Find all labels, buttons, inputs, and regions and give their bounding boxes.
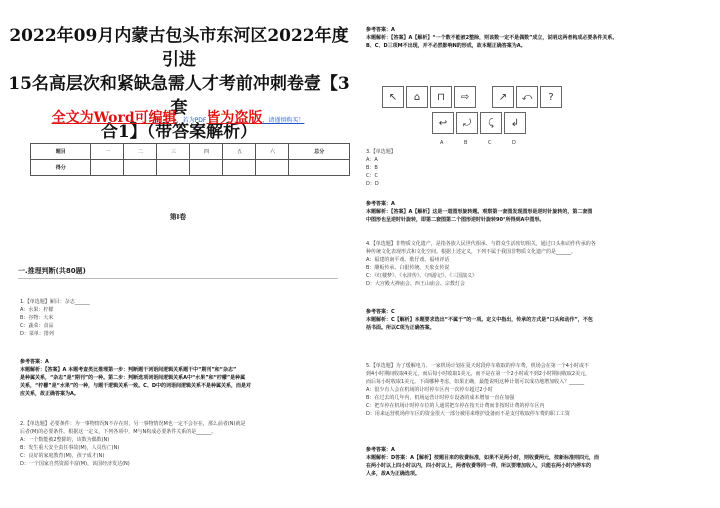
puzzle-figure: ? (540, 86, 562, 108)
figure-set-1 (382, 86, 478, 108)
answer-explanation: 本题解析：【答案】A【解析】这是一道图形旋转题。观察第一套图发现图形是逆时针旋转的，第二套图 (366, 209, 593, 215)
answer-5 (366, 446, 716, 478)
answer-explanation: 在两小时以上四小时以内，四小时以上，两者收费等同一样，所以要增加收入，只能在两小时内停车的 (366, 463, 592, 469)
answer-explanation: 本题解析：【答案】A 本题考查类比推理第一步：判断题干词语间逻辑关系题干中“期刊”和“杂志” (20, 367, 237, 373)
question-stem: 2.【单选题】必要条件：为一事物情况N不存在时，另一事物情况M也一定不会存在，那么前者(N)就是 (20, 421, 246, 427)
score-cell: 三 (157, 144, 190, 160)
option-c: C：《红楼梦》、《水浒传》、《西游记》、《三国演义》 (366, 273, 477, 279)
puzzle-figure: ⇨ (454, 86, 476, 108)
answer-explanation: 关系，“柠檬”是“水果”的一种，与题干逻辑关系一致。C、D中的词语间逻辑关系不是种属关系，而是对 (20, 383, 251, 389)
question-stem: 后者(M)的必要条件。根据这一定义，下列各项中，M与N构成必要条件关系的是______。 (20, 429, 217, 435)
answer-key: 参考答案：A (366, 27, 395, 33)
score-cell (91, 160, 124, 176)
question-4 (366, 240, 716, 288)
option-a: A：福建的南平戏、歌仔戏、福州评话 (366, 257, 450, 263)
answer-explanation: 是种属关系，“杂志”是“期刊”的一种。第二步：判断选项词语间逻辑关系A中“水果”和“柠檬”是种属 (20, 375, 246, 381)
answer-2 (366, 26, 716, 50)
figure-set-2 (492, 86, 564, 108)
puzzle-figure: ⌂ (406, 86, 428, 108)
promo-banner (0, 106, 356, 132)
score-cell (256, 160, 289, 176)
option-b: B：发生重大安全责任事故(M)，人员伤亡(N) (20, 445, 120, 451)
right-column (362, 0, 718, 508)
option-c: C：把车停在机场计时停车位的人通常把车停在按天计费而非按时计费的停车区内 (366, 403, 545, 409)
option-figure-b: ⤾ (456, 112, 478, 134)
answer-3 (366, 200, 716, 224)
volume-label: 第I卷 (169, 213, 187, 221)
promo-mid: ，若为PDF (176, 117, 207, 124)
title-line: 2022年09月内蒙古包头市东河区2022年度引进 (9, 26, 349, 70)
score-cell (124, 160, 157, 176)
score-cell: 四 (190, 144, 223, 160)
question-stem: 到4小时期间收取4美元，而后每小时收取1美元，而不是在第一个2小时或不到2小时期间收取2美元， (366, 371, 591, 377)
figure-options (432, 112, 528, 134)
title-line: 合1】（带答案解析） (100, 122, 258, 142)
puzzle-figure: ↗ (492, 86, 514, 108)
score-cell (289, 160, 350, 176)
answer-key: 参考答案：C (366, 309, 395, 315)
option-b: B：雕板传承、白银传统、天象女传说 (366, 265, 450, 271)
score-cell: 一 (91, 144, 124, 160)
figure-label: C (488, 140, 492, 146)
option-a: A：一个数能被2整除的，该数为偶数(N) (20, 437, 110, 443)
question-2 (20, 420, 352, 468)
promo-pirated: 皆为盗版 (206, 110, 263, 126)
option-c: C：良好的家庭教育(M)，孩子成才(N) (20, 453, 105, 459)
answer-explanation: 本题解析：【答案】A【解析】“一个数不能被2整除，则该数一定不是偶数”成立，说明这两者构成必要条件关系。 (366, 35, 618, 41)
score-cell (223, 160, 256, 176)
score-cell: 总分 (289, 144, 350, 160)
score-cell: 得分 (31, 160, 91, 176)
option-a: A：A (366, 157, 378, 163)
option-b: B：谷物：大米 (20, 315, 54, 321)
answer-1 (20, 358, 352, 398)
answer-key: 参考答案：A (366, 447, 395, 453)
answer-4 (366, 308, 716, 332)
option-a: A：很少有人会在机场的计时停车区内一次停车超过2小时 (366, 387, 493, 393)
answer-explanation: 本题解析：D答案：A【解析】按题目来的收费标准，如果不足两小时，则收费两元，按新标准则四元，而 (366, 455, 600, 461)
answer-explanation: 人多，故A为正确选项。 (366, 471, 420, 477)
score-cell: 二 (124, 144, 157, 160)
section-heading: 一.推理判断(共80题) (18, 267, 86, 275)
option-c: C：C (366, 173, 378, 179)
left-column (0, 0, 356, 508)
option-d: D：用来运营机场停车区的资金很大一部分被用来维护设备而不是支付收取停车费的职工工资 (366, 411, 570, 417)
score-header-row (31, 144, 350, 160)
score-cell: 六 (256, 144, 289, 160)
score-cell (157, 160, 190, 176)
puzzle-figure: ↖ (382, 86, 404, 108)
question-stem: 1.【单选题】厢目：杂志______ (20, 299, 90, 305)
option-c: C：蔬菜：食品 (20, 323, 54, 329)
title-line: 15名高层次和紧缺急需人才考前冲刺卷壹【3套 (8, 74, 350, 118)
question-stem: 3.【单选题】 (366, 149, 396, 155)
score-cell: 五 (223, 144, 256, 160)
answer-explanation: 括书面。所以C项为正确答案。 (366, 325, 435, 331)
score-table (30, 143, 350, 176)
question-stem: 4.【单选题】非物质文化遗产，是指各族人民世代相承、与群众生活密切相关，通过口头和动作传承的各 (366, 241, 596, 247)
question-stem: 种传统文化表现形式和文化空间。根据上述定义，下列不属于我国非物质文化遗产的是______。 (366, 249, 577, 255)
option-b: B：在过去的几年内，机场运营计时停车设备的成本增加一直在加强 (366, 395, 515, 401)
option-d: D：一个国家自然资源丰富(M)，该国经济发达(N) (20, 461, 130, 467)
option-figure-c: ⤹ (480, 112, 502, 134)
option-d: D：D (366, 181, 379, 187)
figure-label: B (464, 140, 468, 146)
answer-explanation: B、C、D三项M不出现，并不必然影响N的形成，故本题正确答案为A。 (366, 43, 526, 49)
option-figure-d: ↲ (504, 112, 526, 134)
option-a: A：水果：柠檬 (20, 307, 54, 313)
option-d: D：大宫殿大禅庙会、西王山庙会、宗教灯会 (366, 281, 465, 287)
promo-caution: ，请谨慎购买！ (262, 117, 305, 124)
figure-label: D (512, 140, 516, 146)
answer-explanation: 中图形也呈逆时针旋转，即第二套图第二个图形逆时针旋转90°所得到A中图形。 (366, 217, 545, 223)
answer-key: 参考答案：A (20, 359, 49, 365)
score-value-row (31, 160, 350, 176)
question-stem: 而后每小时收取1美元。下面哪种考虑，如果正确，最能说明这种计划可以成功地增加收入？______ (366, 379, 585, 385)
option-d: D：菜单：排列 (20, 331, 54, 337)
question-5 (366, 362, 716, 418)
score-cell (190, 160, 223, 176)
answer-key: 参考答案：A (366, 201, 395, 207)
question-1 (20, 298, 352, 338)
option-b: B：B (366, 165, 378, 171)
question-stem: 5.【单选题】为了缓解电力、一家机场计划在夏天时段停车收取的停车费，机场会在第一个4小时或不 (366, 363, 589, 369)
promo-word-editable: 全文为Word可编辑 (51, 110, 177, 126)
score-cell: 题目 (31, 144, 91, 160)
question-3 (366, 148, 716, 188)
puzzle-figure: ⤺ (516, 86, 538, 108)
option-figure-a: ↩ (432, 112, 454, 134)
answer-explanation: 应关系，故正确答案为A。 (20, 391, 79, 397)
puzzle-figure: ⊓ (430, 86, 452, 108)
figure-label: A (440, 140, 444, 146)
divider (18, 278, 338, 279)
answer-explanation: 本题解析：C【解析】本题要求选出“不属于”的一项。定义中指出，传承的方式是“口头和动作”，不包 (366, 317, 593, 323)
